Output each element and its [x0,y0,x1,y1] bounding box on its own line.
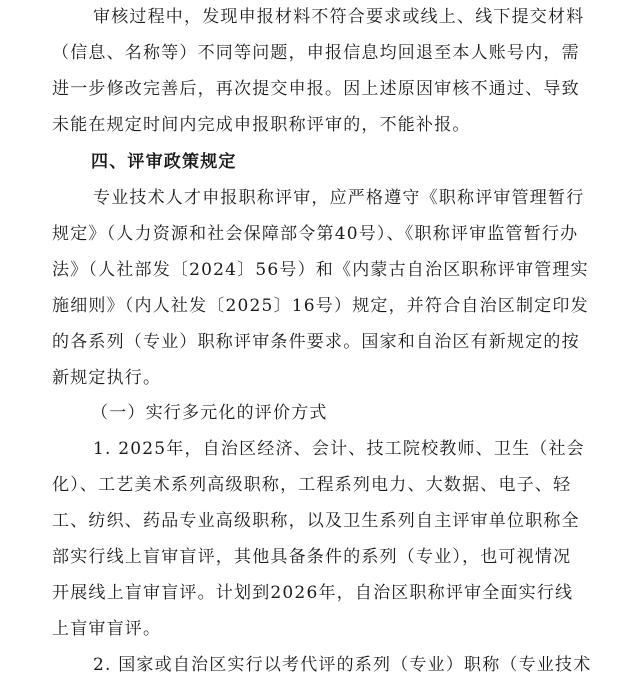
paragraph-policy-line-6: 新规定执行。 [52,368,162,388]
subsection-heading: （一）实行多元化的评价方式 [91,403,328,423]
paragraph-review-line-4: 未能在规定时间内完成申报职称评审的，不能补报。 [52,115,471,135]
item-1-line-4: 部实行线上盲审盲评，其他具备条件的系列（专业），也可视情况 [52,547,572,567]
paragraph-policy-line-5: 的各系列（专业）职称评审条件要求。国家和自治区有新规定的按 [52,332,580,352]
paragraph-review-line-2: （信息、名称等）不同等问题，申报信息均回退至本人账号内，需 [52,43,580,63]
item-1-line-5: 开展线上盲审盲评。计划到2026年，自治区职称评审全面实行线 [52,583,574,603]
paragraph-review-line-1: 审核过程中，发现申报材料不符合要求或线上、线下提交材料 [93,7,585,27]
paragraph-policy-line-3: 法》（人社部发〔2024〕56号）和《内蒙古自治区职称评审管理实 [52,260,589,280]
section-heading: 四、评审政策规定 [91,152,237,172]
item-1-line-1: 1. 2025年，自治区经济、会计、技工院校教师、卫生（社会 [93,439,585,459]
paragraph-review-line-3: 进一步修改完善后，再次提交申报。因上述原因审核不通过、导致 [52,79,580,99]
paragraph-policy-line-1: 专业技术人才申报职称评审，应严格遵守《职称评审管理暂行 [93,188,585,208]
paragraph-policy-line-2: 规定》（人力资源和社会保障部令第40号）、《职称评审监管暂行办 [52,224,579,244]
paragraph-policy-line-4: 施细则》（内人社发〔2025〕16号）规定，并符合自治区制定印发 [52,296,589,316]
item-1-line-3: 工、纺织、药品专业高级职称，以及卫生系列自主评审单位职称全 [52,511,580,531]
item-1-line-6: 上盲审盲评。 [52,619,162,639]
item-2-line-1: 2. 国家或自治区实行以考代评的系列（专业）职称（专业技术 [93,655,592,675]
item-1-line-2: 化）、工艺美术系列高级职称，工程系列电力、大数据、电子、轻 [52,475,572,495]
